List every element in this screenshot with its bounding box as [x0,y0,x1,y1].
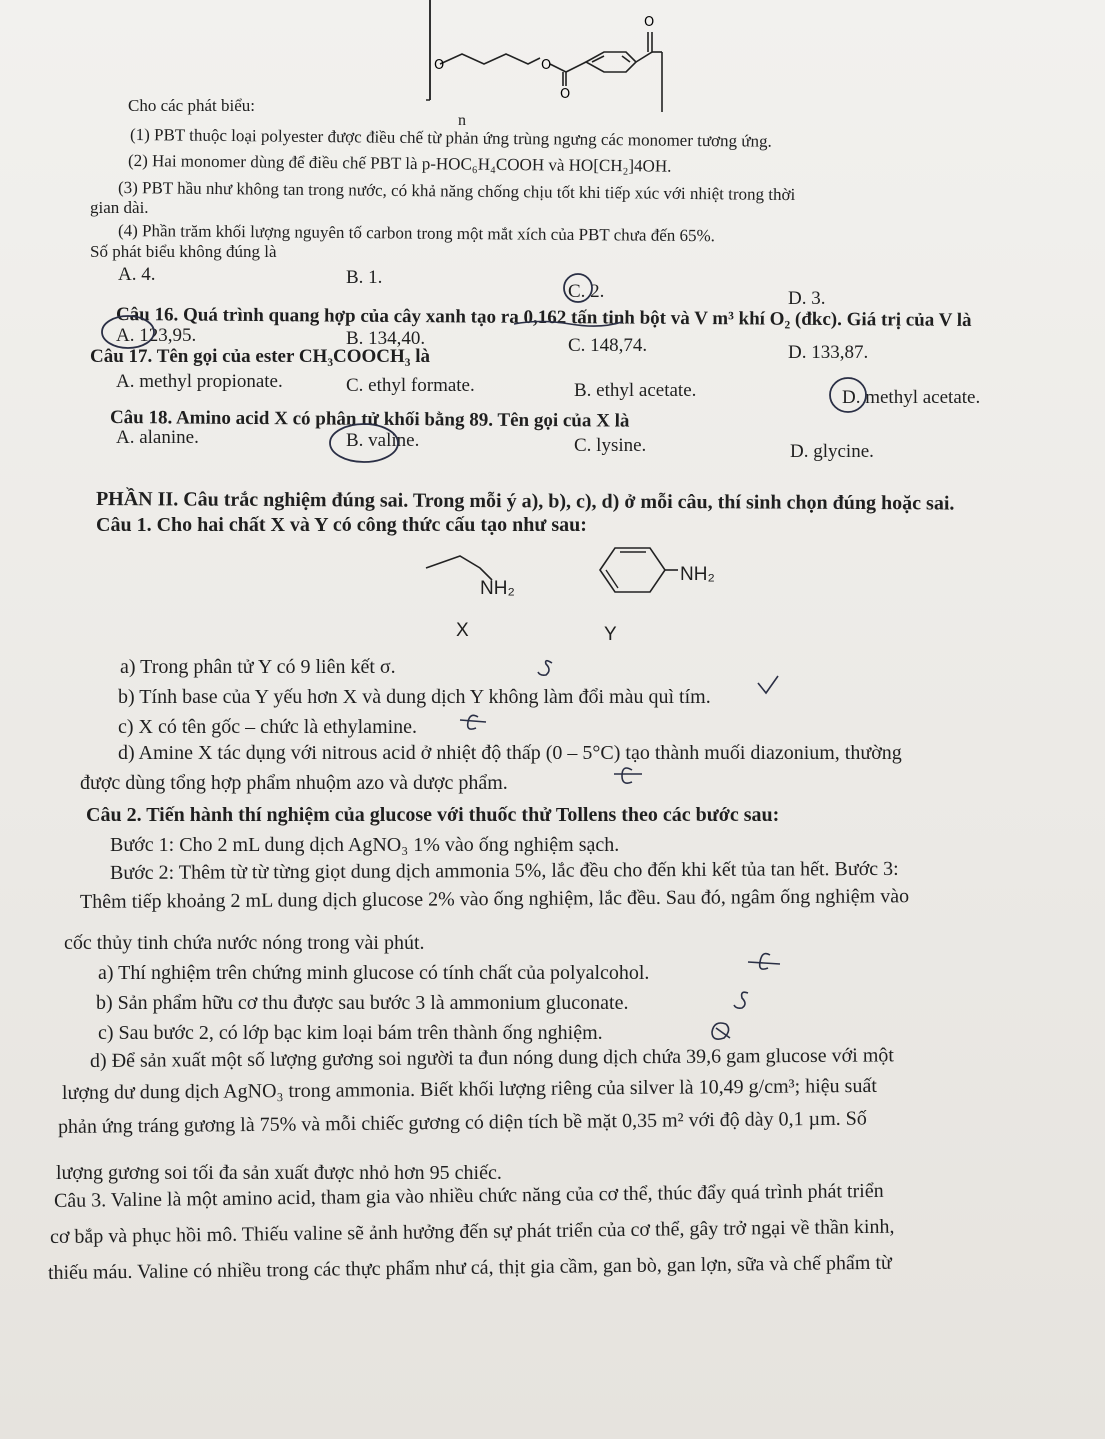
q17-option-c[interactable]: C. ethyl formate. [346,375,475,396]
part2-q3-line1: Câu 3. Valine là một amino acid, tham gia vào nhiều chức năng của cơ thể, thúc đẩy quá trình phát triển [53,1179,884,1212]
statements-intro: Cho các phát biểu: [128,96,255,115]
q16-stem: Câu 16. Quá trình quang hợp của cây xanh tạo ra 0,162 tấn tinh bột và V m³ khí O₂ (đkc). Giá trị của V là [115,304,972,331]
statement-3: (3) PBT hầu như không tan trong nước, có khả năng chống chịu tốt khi tiếp xúc với nhiệt trong thời [117,178,796,205]
nh2-label-x: NH₂ [480,578,515,599]
q16-option-a[interactable]: A. 123,95. [116,325,197,346]
part2-q2-stem: Câu 2. Tiến hành thí nghiệm của glucose với thuốc thử Tollens theo các bước sau: [86,804,780,826]
q18-option-d[interactable]: D. glycine. [790,441,874,462]
q2-d-line3: phản ứng tráng gương là 75% và mỗi chiếc gương có diện tích bề mặt 0,35 m² với độ dày 0,1 µm. Số [57,1107,867,1138]
q2-step1: Bước 1: Cho 2 mL dung dịch AgNO₃ 1% vào ống nghiệm sạch. [110,834,620,856]
q17-option-d[interactable]: D. methyl acetate. [842,387,981,408]
q1-d: d) Amine X tác dụng với nitrous acid ở nhiệt độ thấp (0 – 5°C) tạo thành muối diazonium, thường [118,742,902,764]
statement-1: (1) PBT thuộc loại polyester được điều chế từ phản ứng trùng ngưng các monomer tương ứng. [129,125,772,151]
part2-q3-line2: cơ bắp và phục hồi mô. Thiếu valine sẽ ảnh hưởng đến sự phát triển của cơ thể, gây trở ngại về thần kinh, [49,1215,895,1248]
svg-text:O: O [644,15,655,30]
q15-option-c[interactable]: C. 2. [568,281,605,302]
svg-text:O: O [434,58,445,73]
q2-d-line4: lượng gương soi tối đa sản xuất được nhỏ hơn 95 chiếc. [56,1162,502,1184]
part2-q3-line3: thiếu máu. Valine có nhiều trong các thực phẩm như cá, thịt gia cầm, gan bò, gan lợn, sữa và chế phẩm từ [47,1251,892,1284]
q17-stem: Câu 17. Tên gọi của ester CH₃COOCH₃ là [90,346,431,367]
q15-option-b[interactable]: B. 1. [346,267,383,288]
q18-option-b[interactable]: B. valine. [346,430,420,451]
q1-c: c) X có tên gốc – chức là ethylamine. [118,716,418,738]
q2-step3-cont: cốc thủy tinh chứa nước nóng trong vài phút. [64,932,425,954]
q2-a: a) Thí nghiệm trên chứng minh glucose có tính chất của polyalcohol. [98,962,650,984]
q1-a: a) Trong phân tử Y có 9 liên kết σ. [120,656,396,678]
q15-option-a[interactable]: A. 4. [118,264,156,285]
q2-d: d) Để sản xuất một số lượng gương soi người ta đun nóng dung dịch chứa 39,6 gam glucose với một [89,1044,894,1072]
q16-option-d[interactable]: D. 133,87. [788,342,869,363]
nh2-label-y: NH₂ [680,564,715,585]
svg-text:O: O [541,58,552,73]
statement-3-cont: gian dài. [90,198,149,217]
q2-d-line2: lượng dư dung dịch AgNO₃ trong ammonia. Biết khối lượng riêng của silver là 10,49 g/cm³; hiệu suất [61,1074,877,1104]
q16-option-b[interactable]: B. 134,40. [346,328,426,349]
polymer-n: n [458,112,466,129]
q1-d-cont: được dùng tổng hợp phẩm nhuộm azo và dược phẩm. [80,772,508,794]
q2-c: c) Sau bước 2, có lớp bạc kim loại bám trên thành ống nghiệm. [98,1022,603,1044]
q18-option-a[interactable]: A. alanine. [116,427,199,448]
q16-option-c[interactable]: C. 148,74. [568,335,648,356]
q15-option-d[interactable]: D. 3. [788,288,826,309]
part2-title: PHẦN II. Câu trắc nghiệm đúng sai. Trong mỗi ý a), b), c), d) ở mỗi câu, thí sinh chọn đúng hoặc sai. [95,488,955,515]
label-x: X [456,620,469,641]
q2-step2: Bước 2: Thêm từ từ từng giọt dung dịch ammonia 5%, lắc đều cho đến khi kết tủa tan hết. Bước 3: [109,857,899,884]
svg-text:O: O [560,87,571,102]
label-y: Y [604,624,617,645]
q18-stem: Câu 18. Amino acid X có phân tử khối bằng 89. Tên gọi của X là [109,407,630,432]
statement-2: (2) Hai monomer dùng để điều chế PBT là p-HOC₆H₄COOH và HO[CH₂]4OH. [127,151,672,176]
q17-option-a[interactable]: A. methyl propionate. [116,371,283,392]
q17-option-b[interactable]: B. ethyl acetate. [574,380,697,401]
part2-q1-stem: Câu 1. Cho hai chất X và Y có công thức cấu tạo như sau: [96,514,587,536]
q2-step3: Thêm tiếp khoảng 2 mL dung dịch glucose 2% vào ống nghiệm, lắc đều. Sau đó, ngâm ống nghiệm vào [79,885,910,913]
q15-question: Số phát biểu không đúng là [90,242,277,261]
q18-option-c[interactable]: C. lysine. [574,435,647,456]
q1-b: b) Tính base của Y yếu hơn X và dung dịch Y không làm đổi màu quì tím. [118,686,711,708]
statement-4: (4) Phần trăm khối lượng nguyên tố carbon trong một mắt xích của PBT chưa đến 65%. [117,221,716,246]
q2-b: b) Sản phẩm hữu cơ thu được sau bước 3 là ammonium gluconate. [96,992,629,1014]
